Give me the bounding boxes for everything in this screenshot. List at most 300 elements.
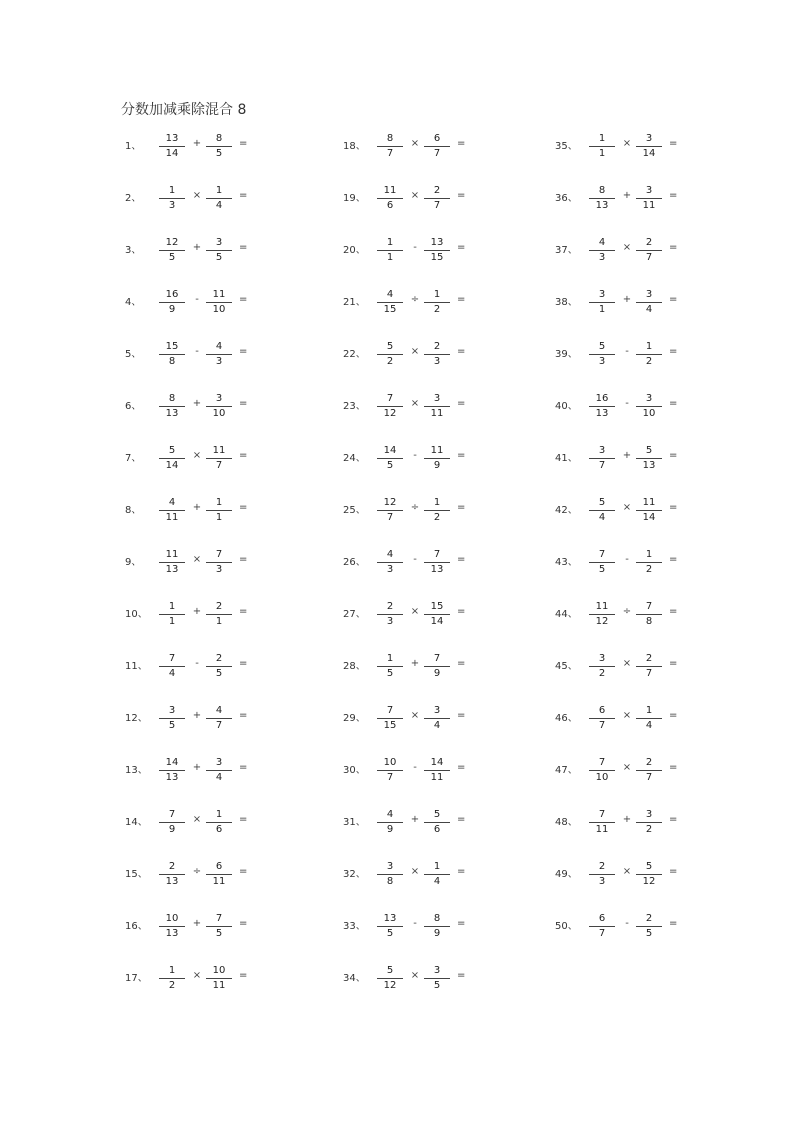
numerator-1: 2 — [168, 861, 176, 872]
fraction-2 — [422, 444, 452, 473]
numerator-2: 11 — [212, 289, 226, 300]
denominator-2: 11 — [430, 408, 444, 419]
equals-sign: = — [239, 710, 248, 721]
operator: - — [625, 554, 629, 565]
problem-number: 47、 — [555, 765, 578, 776]
problem-number: 39、 — [555, 349, 578, 360]
numerator-2: 1 — [215, 185, 223, 196]
numerator-1: 13 — [165, 133, 179, 144]
denominator-2: 3 — [215, 356, 223, 367]
equals-sign: = — [457, 190, 466, 201]
denominator-2: 4 — [215, 200, 223, 211]
denominator-1: 9 — [386, 824, 394, 835]
operator: + — [622, 814, 632, 825]
fraction-1 — [587, 444, 617, 473]
problem-number: 21、 — [343, 297, 366, 308]
denominator-1: 1 — [598, 148, 606, 159]
denominator-1: 13 — [165, 564, 179, 575]
fraction-1 — [157, 964, 187, 993]
numerator-1: 12 — [383, 497, 397, 508]
denominator-1: 4 — [168, 668, 176, 679]
problem-row — [125, 236, 345, 288]
numerator-1: 5 — [598, 341, 606, 352]
numerator-2: 11 — [212, 445, 226, 456]
fraction-2 — [204, 444, 234, 473]
equals-sign: = — [669, 242, 678, 253]
numerator-1: 1 — [168, 185, 176, 196]
problem-number: 6、 — [125, 401, 142, 412]
fraction-1 — [587, 600, 617, 629]
fraction-1 — [157, 340, 187, 369]
denominator-1: 7 — [386, 148, 394, 159]
numerator-2: 14 — [430, 757, 444, 768]
problem-number: 10、 — [125, 609, 148, 620]
problem-row — [343, 704, 563, 756]
problem-row — [343, 600, 563, 652]
numerator-2: 10 — [212, 965, 226, 976]
numerator-1: 7 — [598, 809, 606, 820]
denominator-2: 4 — [433, 876, 441, 887]
numerator-2: 13 — [430, 237, 444, 248]
numerator-2: 3 — [645, 289, 653, 300]
fraction-2 — [204, 496, 234, 525]
fraction-2 — [422, 860, 452, 889]
denominator-2: 4 — [215, 772, 223, 783]
fraction-2 — [634, 340, 664, 369]
problem-row — [125, 496, 345, 548]
problem-row — [555, 340, 775, 392]
problem-number: 3、 — [125, 245, 142, 256]
denominator-2: 15 — [430, 252, 444, 263]
problem-row — [125, 288, 345, 340]
fraction-2 — [204, 288, 234, 317]
problem-row — [343, 392, 563, 444]
denominator-1: 14 — [165, 148, 179, 159]
problem-number: 34、 — [343, 973, 366, 984]
problem-number: 5、 — [125, 349, 142, 360]
denominator-1: 9 — [168, 304, 176, 315]
denominator-2: 9 — [433, 928, 441, 939]
fraction-1 — [587, 184, 617, 213]
fraction-1 — [375, 132, 405, 161]
denominator-2: 14 — [430, 616, 444, 627]
numerator-1: 8 — [386, 133, 394, 144]
fraction-1 — [587, 704, 617, 733]
equals-sign: = — [239, 294, 248, 305]
denominator-1: 5 — [386, 668, 394, 679]
problem-number: 24、 — [343, 453, 366, 464]
denominator-1: 3 — [386, 616, 394, 627]
denominator-1: 8 — [386, 876, 394, 887]
denominator-1: 13 — [165, 876, 179, 887]
equals-sign: = — [239, 190, 248, 201]
denominator-1: 3 — [598, 876, 606, 887]
denominator-1: 1 — [598, 304, 606, 315]
equals-sign: = — [239, 606, 248, 617]
operator: - — [413, 450, 417, 461]
problem-row — [555, 912, 775, 964]
equals-sign: = — [457, 710, 466, 721]
operator: + — [192, 398, 202, 409]
fraction-2 — [634, 548, 664, 577]
equals-sign: = — [669, 502, 678, 513]
problem-number: 35、 — [555, 141, 578, 152]
problem-number: 46、 — [555, 713, 578, 724]
fraction-1 — [157, 548, 187, 577]
numerator-2: 1 — [433, 861, 441, 872]
fraction-2 — [422, 392, 452, 421]
numerator-1: 4 — [598, 237, 606, 248]
problem-column-1 — [125, 132, 345, 1016]
numerator-1: 12 — [165, 237, 179, 248]
numerator-1: 4 — [386, 809, 394, 820]
operator: ÷ — [192, 866, 202, 877]
numerator-1: 1 — [168, 601, 176, 612]
numerator-2: 5 — [645, 445, 653, 456]
fraction-2 — [634, 652, 664, 681]
problem-row — [125, 756, 345, 808]
numerator-2: 7 — [645, 601, 653, 612]
problem-row — [343, 184, 563, 236]
denominator-1: 5 — [386, 460, 394, 471]
equals-sign: = — [457, 606, 466, 617]
denominator-2: 7 — [215, 460, 223, 471]
fraction-1 — [375, 184, 405, 213]
fraction-2 — [422, 600, 452, 629]
operator: + — [192, 138, 202, 149]
numerator-1: 5 — [598, 497, 606, 508]
numerator-2: 1 — [215, 497, 223, 508]
fraction-2 — [422, 704, 452, 733]
denominator-1: 1 — [168, 616, 176, 627]
equals-sign: = — [669, 762, 678, 773]
problem-row — [555, 236, 775, 288]
denominator-1: 7 — [386, 512, 394, 523]
problem-row — [343, 288, 563, 340]
numerator-1: 7 — [598, 757, 606, 768]
denominator-2: 4 — [433, 720, 441, 731]
fraction-2 — [634, 184, 664, 213]
numerator-2: 1 — [215, 809, 223, 820]
numerator-2: 3 — [645, 185, 653, 196]
equals-sign: = — [457, 138, 466, 149]
numerator-2: 7 — [433, 549, 441, 560]
fraction-1 — [375, 444, 405, 473]
numerator-2: 3 — [433, 965, 441, 976]
fraction-1 — [587, 652, 617, 681]
fraction-2 — [204, 808, 234, 837]
operator: - — [625, 918, 629, 929]
fraction-1 — [157, 600, 187, 629]
denominator-2: 7 — [433, 200, 441, 211]
numerator-1: 10 — [383, 757, 397, 768]
numerator-2: 8 — [215, 133, 223, 144]
fraction-1 — [375, 704, 405, 733]
equals-sign: = — [239, 918, 248, 929]
denominator-2: 9 — [433, 668, 441, 679]
problem-number: 13、 — [125, 765, 148, 776]
equals-sign: = — [239, 554, 248, 565]
equals-sign: = — [669, 294, 678, 305]
equals-sign: = — [669, 658, 678, 669]
denominator-1: 9 — [168, 824, 176, 835]
operator: - — [413, 918, 417, 929]
fraction-1 — [157, 236, 187, 265]
equals-sign: = — [239, 346, 248, 357]
operator: × — [410, 606, 420, 617]
denominator-1: 4 — [598, 512, 606, 523]
fraction-2 — [634, 860, 664, 889]
problem-row — [343, 496, 563, 548]
operator: × — [192, 970, 202, 981]
equals-sign: = — [457, 814, 466, 825]
equals-sign: = — [239, 138, 248, 149]
problem-row — [555, 860, 775, 912]
numerator-1: 3 — [598, 653, 606, 664]
denominator-2: 2 — [645, 824, 653, 835]
equals-sign: = — [669, 398, 678, 409]
problem-number: 9、 — [125, 557, 142, 568]
fraction-1 — [375, 912, 405, 941]
problem-row — [555, 184, 775, 236]
equals-sign: = — [239, 866, 248, 877]
numerator-2: 3 — [215, 237, 223, 248]
denominator-1: 5 — [168, 252, 176, 263]
equals-sign: = — [669, 190, 678, 201]
problem-row — [343, 964, 563, 1016]
numerator-2: 11 — [430, 445, 444, 456]
operator: × — [410, 866, 420, 877]
fraction-2 — [634, 912, 664, 941]
denominator-2: 11 — [430, 772, 444, 783]
problem-number: 18、 — [343, 141, 366, 152]
numerator-2: 15 — [430, 601, 444, 612]
denominator-1: 15 — [383, 720, 397, 731]
problem-number: 28、 — [343, 661, 366, 672]
problem-number: 25、 — [343, 505, 366, 516]
problem-number: 15、 — [125, 869, 148, 880]
denominator-2: 1 — [215, 512, 223, 523]
fraction-1 — [587, 808, 617, 837]
numerator-1: 6 — [598, 705, 606, 716]
equals-sign: = — [239, 502, 248, 513]
numerator-1: 14 — [165, 757, 179, 768]
fraction-1 — [375, 860, 405, 889]
numerator-2: 1 — [645, 549, 653, 560]
numerator-1: 14 — [383, 445, 397, 456]
problem-row — [125, 392, 345, 444]
denominator-1: 12 — [383, 980, 397, 991]
fraction-1 — [587, 340, 617, 369]
operator: × — [622, 658, 632, 669]
operator: - — [195, 346, 199, 357]
operator: × — [410, 398, 420, 409]
equals-sign: = — [457, 502, 466, 513]
problem-number: 49、 — [555, 869, 578, 880]
problem-number: 38、 — [555, 297, 578, 308]
fraction-1 — [587, 496, 617, 525]
denominator-2: 7 — [645, 668, 653, 679]
numerator-2: 4 — [215, 705, 223, 716]
numerator-2: 7 — [433, 653, 441, 664]
fraction-1 — [375, 964, 405, 993]
numerator-2: 2 — [215, 653, 223, 664]
fraction-2 — [634, 132, 664, 161]
fraction-1 — [375, 340, 405, 369]
fraction-2 — [422, 652, 452, 681]
denominator-2: 14 — [642, 512, 656, 523]
numerator-2: 3 — [433, 393, 441, 404]
numerator-1: 3 — [598, 289, 606, 300]
fraction-2 — [422, 964, 452, 993]
denominator-1: 2 — [598, 668, 606, 679]
fraction-1 — [587, 392, 617, 421]
denominator-1: 7 — [386, 772, 394, 783]
fraction-2 — [634, 236, 664, 265]
numerator-1: 16 — [595, 393, 609, 404]
denominator-1: 13 — [165, 408, 179, 419]
operator: - — [625, 346, 629, 357]
operator: × — [410, 710, 420, 721]
problem-number: 16、 — [125, 921, 148, 932]
operator: + — [192, 606, 202, 617]
denominator-2: 10 — [212, 304, 226, 315]
denominator-2: 2 — [645, 564, 653, 575]
equals-sign: = — [457, 554, 466, 565]
denominator-1: 10 — [595, 772, 609, 783]
operator: + — [192, 918, 202, 929]
fraction-1 — [157, 496, 187, 525]
fraction-1 — [157, 184, 187, 213]
fraction-1 — [157, 288, 187, 317]
numerator-2: 1 — [433, 497, 441, 508]
numerator-2: 5 — [645, 861, 653, 872]
numerator-1: 11 — [383, 185, 397, 196]
equals-sign: = — [239, 762, 248, 773]
denominator-1: 7 — [598, 460, 606, 471]
fraction-2 — [422, 288, 452, 317]
problem-number: 17、 — [125, 973, 148, 984]
fraction-1 — [157, 808, 187, 837]
fraction-2 — [204, 184, 234, 213]
fraction-2 — [204, 236, 234, 265]
fraction-2 — [634, 704, 664, 733]
problem-row — [125, 964, 345, 1016]
fraction-1 — [587, 912, 617, 941]
problem-number: 4、 — [125, 297, 142, 308]
problem-number: 12、 — [125, 713, 148, 724]
fraction-2 — [634, 756, 664, 785]
operator: × — [410, 346, 420, 357]
problem-row — [555, 132, 775, 184]
operator: × — [410, 970, 420, 981]
fraction-1 — [157, 912, 187, 941]
denominator-1: 12 — [383, 408, 397, 419]
operator: × — [192, 814, 202, 825]
fraction-2 — [422, 808, 452, 837]
operator: + — [192, 242, 202, 253]
fraction-2 — [204, 392, 234, 421]
operator: × — [410, 190, 420, 201]
numerator-2: 3 — [215, 757, 223, 768]
problem-number: 27、 — [343, 609, 366, 620]
problem-number: 45、 — [555, 661, 578, 672]
fraction-1 — [587, 236, 617, 265]
denominator-1: 7 — [598, 928, 606, 939]
equals-sign: = — [457, 762, 466, 773]
denominator-1: 15 — [383, 304, 397, 315]
equals-sign: = — [669, 918, 678, 929]
denominator-2: 5 — [215, 148, 223, 159]
equals-sign: = — [457, 970, 466, 981]
denominator-2: 12 — [642, 876, 656, 887]
fraction-2 — [634, 808, 664, 837]
denominator-1: 1 — [386, 252, 394, 263]
denominator-1: 3 — [168, 200, 176, 211]
operator: × — [192, 190, 202, 201]
operator: - — [413, 242, 417, 253]
problem-number: 50、 — [555, 921, 578, 932]
problem-row — [555, 600, 775, 652]
numerator-1: 7 — [598, 549, 606, 560]
fraction-1 — [375, 288, 405, 317]
numerator-1: 11 — [165, 549, 179, 560]
denominator-2: 1 — [215, 616, 223, 627]
operator: × — [192, 554, 202, 565]
operator: ÷ — [622, 606, 632, 617]
operator: + — [622, 294, 632, 305]
problem-row — [125, 132, 345, 184]
problem-row — [125, 600, 345, 652]
fraction-2 — [204, 704, 234, 733]
problem-row — [555, 444, 775, 496]
numerator-1: 1 — [168, 965, 176, 976]
fraction-2 — [422, 496, 452, 525]
denominator-1: 11 — [165, 512, 179, 523]
numerator-2: 5 — [433, 809, 441, 820]
problem-row — [125, 808, 345, 860]
denominator-1: 13 — [595, 408, 609, 419]
problem-number: 26、 — [343, 557, 366, 568]
numerator-1: 16 — [165, 289, 179, 300]
fraction-2 — [204, 964, 234, 993]
numerator-1: 5 — [168, 445, 176, 456]
fraction-2 — [422, 912, 452, 941]
numerator-2: 2 — [645, 913, 653, 924]
problem-row — [125, 912, 345, 964]
denominator-2: 9 — [433, 460, 441, 471]
denominator-1: 14 — [165, 460, 179, 471]
problem-row — [343, 756, 563, 808]
fraction-1 — [375, 756, 405, 785]
operator: × — [622, 710, 632, 721]
problem-row — [555, 548, 775, 600]
denominator-2: 5 — [645, 928, 653, 939]
equals-sign: = — [239, 658, 248, 669]
problem-number: 33、 — [343, 921, 366, 932]
equals-sign: = — [457, 450, 466, 461]
numerator-2: 2 — [645, 757, 653, 768]
numerator-2: 7 — [215, 549, 223, 560]
fraction-1 — [375, 652, 405, 681]
denominator-1: 7 — [598, 720, 606, 731]
denominator-1: 8 — [168, 356, 176, 367]
fraction-1 — [587, 860, 617, 889]
denominator-2: 13 — [430, 564, 444, 575]
denominator-2: 7 — [215, 720, 223, 731]
fraction-2 — [422, 236, 452, 265]
problem-row — [555, 496, 775, 548]
